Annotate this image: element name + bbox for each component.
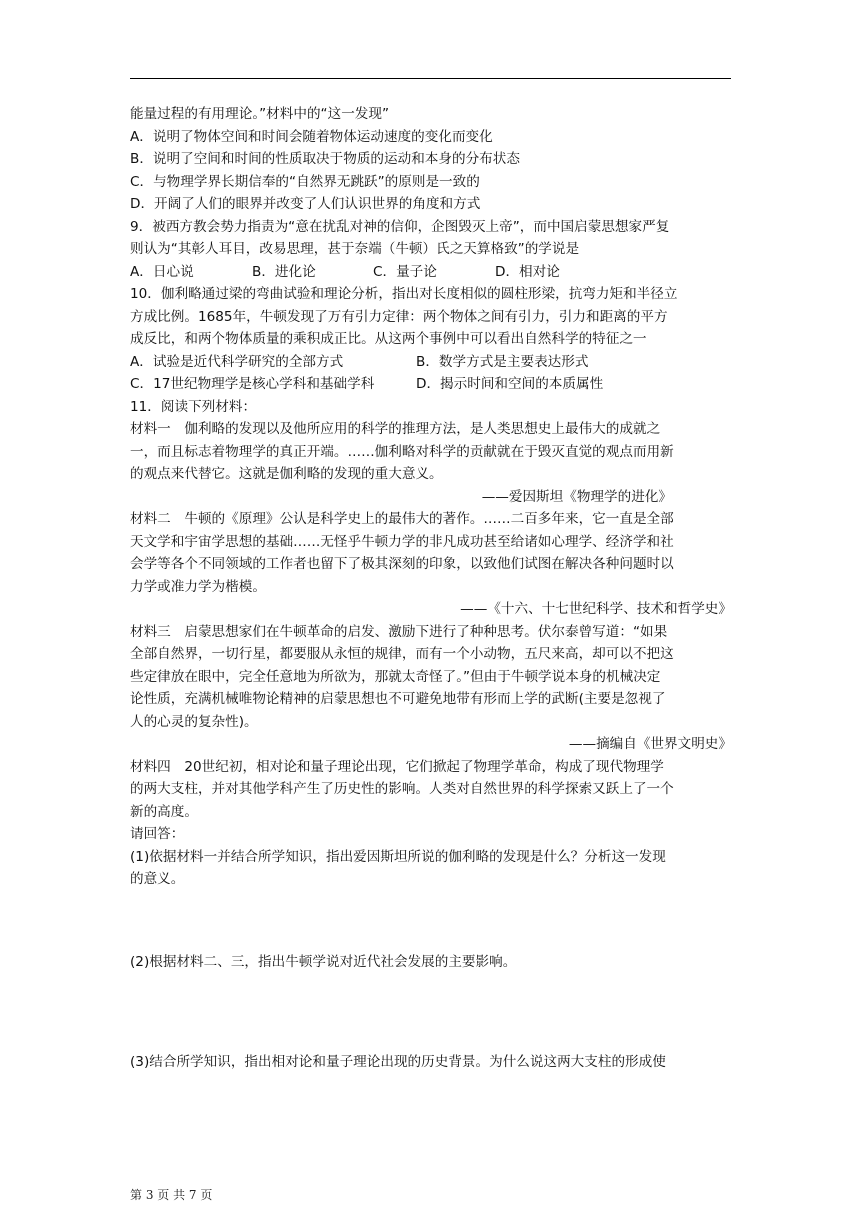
- q9-option-d: D．相对论: [495, 263, 560, 280]
- q9-option-c: C．量子论: [373, 263, 437, 280]
- material-4-line: 新的高度。: [130, 803, 198, 820]
- q10-option-c: C．17世纪物理学是核心学科和基础学科: [130, 376, 375, 392]
- material-2-line: 会学等各个不同领域的工作者也留下了极其深刻的印象，以致他们试图在解决各种问题时以: [130, 556, 674, 572]
- material-2-source: ——《十六、十七世纪科学、技术和哲学史》: [460, 601, 732, 617]
- question-10-line: 方成比例。1685年，牛顿发现了万有引力定律：两个物体之间有引力，引力和距离的平方: [130, 308, 668, 325]
- material-3-source: ——摘编自《世界文明史》: [568, 736, 732, 752]
- option-c: C．与物理学界长期信奉的“自然界无跳跃”的原则是一致的: [130, 173, 480, 190]
- question-9-line: 则认为“其彰人耳目，改易思理，甚于奈端（牛顿）氏之天算格致”的学说是: [130, 241, 580, 257]
- material-3-line: 全部自然界，一切行星，都要服从永恒的规律，而有一个小动物，五尺来高，却可以不把这: [130, 646, 674, 662]
- material-1-line: 的观点来代替它。这就是伽利略的发现的重大意义。: [130, 466, 443, 482]
- question-10-options-row-1: [130, 351, 732, 374]
- material-3-line: 人的心灵的复杂性)。: [130, 713, 258, 730]
- answer-space: [130, 891, 732, 951]
- material-2-line: 天文学和宇宙学思想的基础……无怪乎牛顿力学的非凡成功甚至给诸如心理学、经济学和社: [130, 533, 674, 550]
- q10-option-b: B．数学方式是主要表达形式: [416, 353, 589, 370]
- material-3-line: 材料三 启蒙思想家们在牛顿革命的启发、激励下进行了种种思考。伏尔泰曾写道：“如果: [130, 623, 668, 640]
- material-3-line: 些定律放在眼中，完全任意地为所欲为，那就太奇怪了。”但由于牛顿学说本身的机械决定: [130, 668, 661, 685]
- material-1-line: 材料一 伽利略的发现以及他所应用的科学的推理方法，是人类思想史上最伟大的成就之: [130, 421, 661, 437]
- option-d: D．开阔了人们的眼界并改变了人们认识世界的角度和方式: [130, 196, 481, 212]
- sub-question-3: (3)结合所学知识，指出相对论和量子理论出现的历史背景。为什么说这两大支柱的形成使: [130, 1054, 666, 1070]
- material-4-line: 材料四 20世纪初，相对论和量子理论出现，它们掀起了物理学革命，构成了现代物理学: [130, 758, 664, 775]
- answer-space: [130, 973, 732, 1051]
- material-1-line: 一，而且标志着物理学的真正开端。……伽利略对科学的贡献就在于毁灭直觉的观点而用新: [130, 443, 674, 460]
- question-10-options-row-2: [130, 373, 732, 396]
- material-4-line: 的两大支柱，并对其他学科产生了历史性的影响。人类对自然世界的科学探索又跃上了一个: [130, 781, 674, 797]
- option-b: B．说明了空间和时间的性质取决于物质的运动和本身的分布状态: [130, 151, 520, 167]
- question-9-options: [130, 261, 732, 284]
- question-11-heading: 11．阅读下列材料：: [130, 398, 257, 415]
- sub-question-1: (1)依据材料一并结合所学知识，指出爱因斯坦所说的伽利略的发现是什么？分析这一发现: [130, 848, 666, 865]
- q10-option-a: A．试验是近代科学研究的全部方式: [130, 353, 344, 370]
- text-line: 能量过程的有用理论。”材料中的“这一发现”: [130, 106, 390, 122]
- q10-option-d: D．揭示时间和空间的本质属性: [416, 376, 604, 392]
- material-1-source: ——爱因斯坦《物理学的进化》: [481, 488, 672, 505]
- material-3-line: 论性质，充满机械唯物论精神的启蒙思想也不可避免地带有形而上学的武断(主要是忽视了: [130, 691, 666, 707]
- question-9-line: 9．被西方教会势力指责为“意在扰乱对神的信仰，企图毁灭上帝”，而中国启蒙思想家严复: [130, 218, 670, 235]
- header-rule: [130, 78, 731, 79]
- answer-prompt: 请回答：: [130, 826, 185, 842]
- option-a: A．说明了物体空间和时间会随着物体运动速度的变化而变化: [130, 128, 493, 145]
- question-10-line: 成反比，和两个物体质量的乘积成正比。从这两个事例中可以看出自然科学的特征之一: [130, 331, 647, 347]
- q9-option-a: A．日心说: [130, 263, 194, 280]
- page-content: [130, 103, 732, 1074]
- q9-option-b: B．进化论: [252, 263, 316, 280]
- sub-question-2: (2)根据材料二、三，指出牛顿学说对近代社会发展的主要影响。: [130, 953, 517, 970]
- question-10-line: 10．伽利略通过梁的弯曲试验和理论分析，指出对长度相似的圆柱形梁，抗弯力矩和半径立: [130, 286, 678, 302]
- page-number-footer: 第 3 页 共 7 页: [130, 1188, 213, 1202]
- material-2-line: 材料二 牛顿的《原理》公认是科学史上的最伟大的著作。……二百多年来，它一直是全部: [130, 511, 674, 527]
- sub-question-1: 的意义。: [130, 871, 185, 887]
- material-2-line: 力学或准力学为楷模。: [130, 578, 266, 595]
